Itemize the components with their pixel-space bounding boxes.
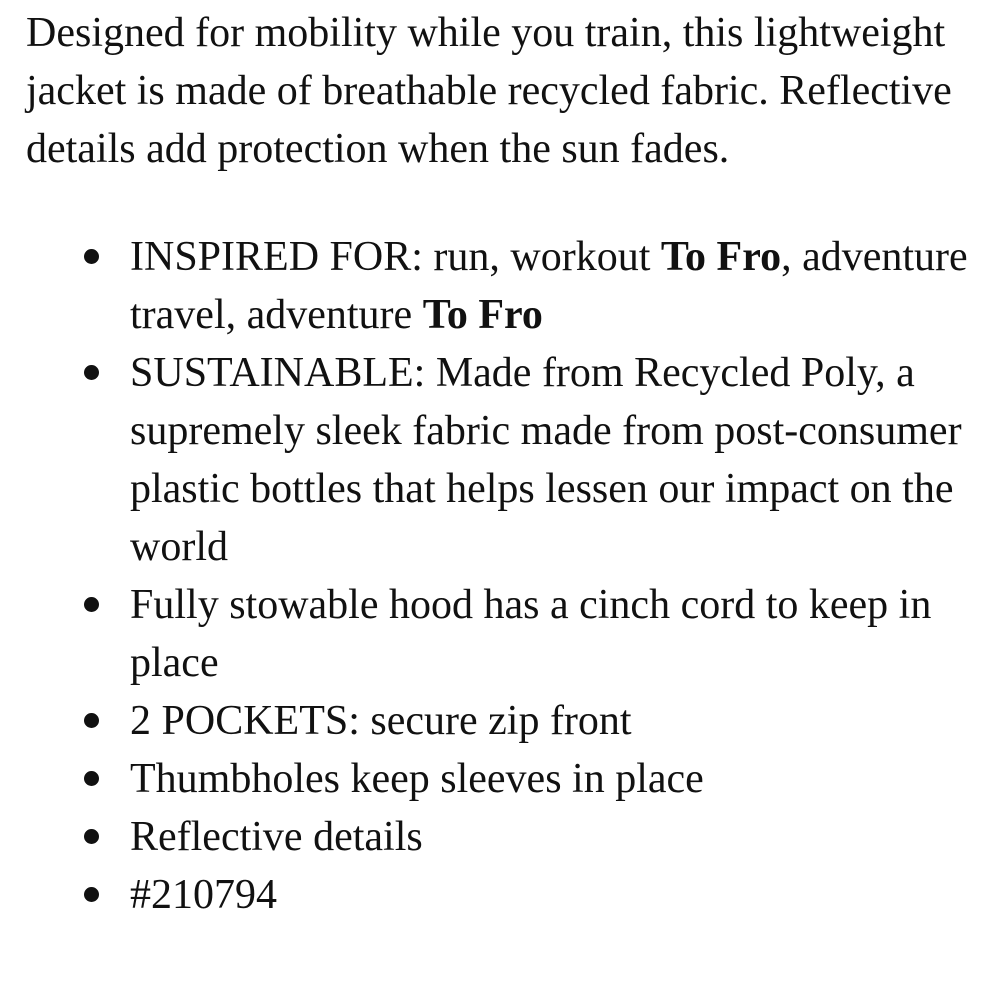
feature-list bbox=[26, 228, 986, 924]
bullet-dot-icon bbox=[84, 771, 99, 786]
product-description bbox=[26, 4, 986, 924]
feature-text: Thumbholes keep sleeves in place bbox=[130, 756, 704, 802]
feature-item-sustainable bbox=[130, 344, 986, 576]
feature-item-thumbholes bbox=[130, 750, 986, 808]
feature-text: Fully stowable hood has a cinch cord to keep in place bbox=[130, 582, 932, 686]
bullet-dot-icon bbox=[84, 365, 99, 380]
feature-text: Reflective details bbox=[130, 814, 423, 860]
feature-item-style-number bbox=[130, 866, 986, 924]
feature-item-inspired-for bbox=[130, 228, 986, 344]
feature-text: SUSTAINABLE: Made from Recycled Poly, a supremely sleek fabric made from post-consumer plastic bottles that helps lessen our impact on the world bbox=[130, 350, 962, 570]
bullet-dot-icon bbox=[84, 249, 99, 264]
feature-item-pockets bbox=[130, 692, 986, 750]
feature-bold-text: To Fro bbox=[660, 234, 782, 280]
bullet-dot-icon bbox=[84, 713, 99, 728]
bullet-dot-icon bbox=[84, 887, 99, 902]
feature-text: 2 POCKETS: secure zip front bbox=[130, 698, 632, 744]
bullet-dot-icon bbox=[84, 829, 99, 844]
feature-text: INSPIRED FOR: run, workout bbox=[130, 234, 661, 280]
feature-text: #210794 bbox=[130, 872, 277, 918]
feature-item-stowable-hood bbox=[130, 576, 986, 692]
feature-item-reflective bbox=[130, 808, 986, 866]
description-paragraph: Designed for mobility while you train, this lightweight jacket is made of breathable recycled fabric. Reflective details add protection when the sun fades. bbox=[26, 10, 952, 172]
bullet-dot-icon bbox=[84, 597, 99, 612]
feature-bold-text: To Fro bbox=[422, 292, 543, 338]
feature-text: , adventure travel, adventure bbox=[130, 234, 968, 338]
